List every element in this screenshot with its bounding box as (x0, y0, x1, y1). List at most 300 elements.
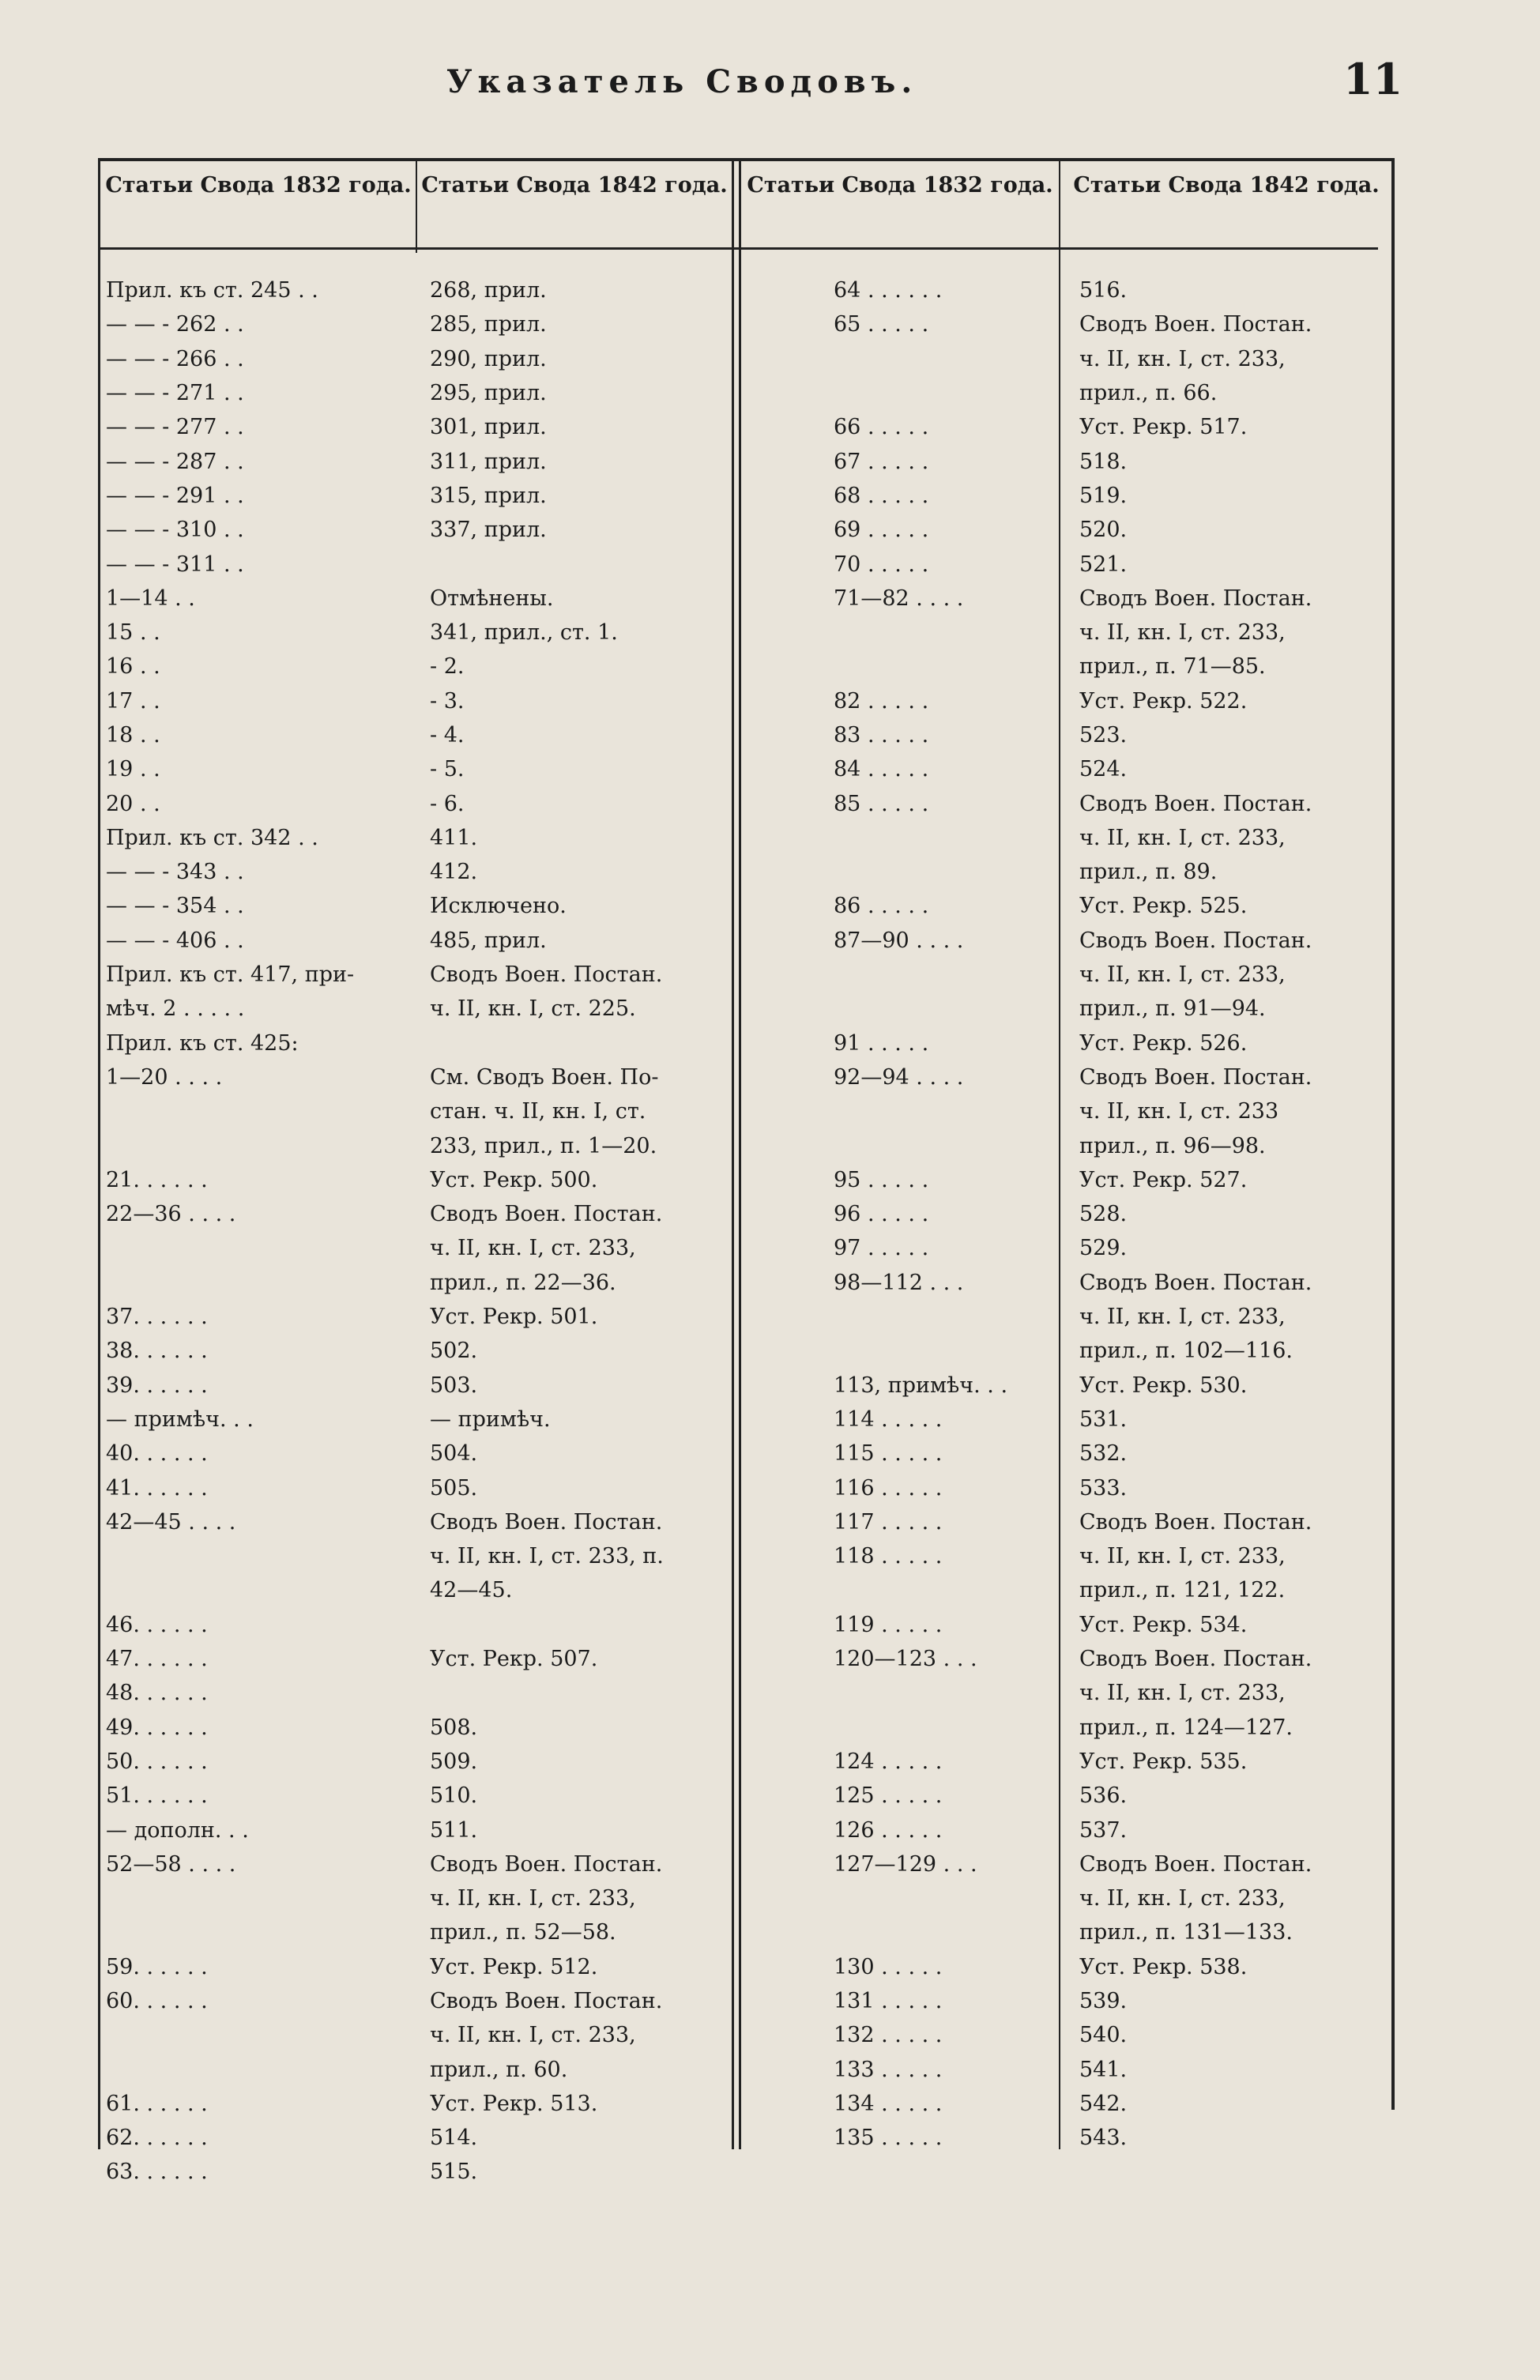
table-row (739, 821, 1391, 855)
article-1832: 97 . . . . . (834, 1236, 929, 1261)
table-row (98, 1471, 732, 1504)
running-title: Указатель Сводовъ. (446, 63, 918, 100)
article-1832: мѣч. 2 . . . . . (106, 996, 245, 1022)
table-row (98, 2018, 732, 2052)
table-row (98, 1745, 732, 1779)
article-1832: 115 . . . . . (834, 1441, 943, 1467)
table-row (739, 1813, 1391, 1847)
table-row (98, 2052, 732, 2086)
article-1842: Уст. Рекр. 522. (1079, 688, 1248, 714)
table-row (739, 1642, 1391, 1676)
table-row (98, 992, 732, 1026)
table-row (98, 1505, 732, 1539)
article-1842: Сводъ Воен. Постан. (430, 1988, 663, 2013)
article-1832: 98—112 . . . (834, 1270, 964, 1295)
article-1842: Отмѣнены. (430, 586, 554, 611)
column-header: Статьи Свода 1832 года. (105, 173, 412, 198)
article-1842: ч. II, кн. I, ст. 233, (1079, 962, 1286, 988)
table-row (98, 1881, 732, 1915)
table-row (98, 1573, 732, 1607)
article-1842: 520. (1079, 518, 1128, 543)
article-1842: прил., п. 22—36. (430, 1270, 616, 1295)
article-1842: 518. (1079, 449, 1128, 474)
article-1842: 533. (1079, 1475, 1128, 1501)
article-1832: 69 . . . . . (834, 518, 929, 543)
article-1832: 133 . . . . . (834, 2057, 943, 2082)
article-1842: прил., п. 89. (1079, 860, 1218, 885)
article-1842: стан. ч. II, кн. I, ст. (430, 1099, 646, 1124)
article-1842: 531. (1079, 1407, 1128, 1432)
article-1842: ч. II, кн. I, ст. 233, (430, 1886, 636, 1911)
article-1832: 118 . . . . . (834, 1544, 943, 1569)
article-1842: Сводъ Воен. Постан. (1079, 1509, 1312, 1535)
article-1832: 21. . . . . . (106, 1167, 208, 1192)
article-1842: Уст. Рекр. 535. (1079, 1749, 1248, 1774)
table-row (739, 1539, 1391, 1573)
table-row (98, 650, 732, 683)
article-1842: Сводъ Воен. Постан. (1079, 1270, 1312, 1295)
article-1842: ч. II, кн. I, ст. 233, п. (430, 1544, 664, 1569)
article-1832: 124 . . . . . (834, 1749, 943, 1774)
article-1842: Сводъ Воен. Постан. (430, 1202, 663, 1227)
article-1832: 59. . . . . . (106, 1954, 208, 1979)
article-1842: Уст. Рекр. 525. (1079, 894, 1248, 919)
table-row (739, 1676, 1391, 1710)
article-1842: прил., п. 66. (1079, 381, 1218, 406)
article-1842: 42—45. (430, 1578, 513, 1603)
article-1832: 20 . . (106, 791, 160, 816)
article-1842: 341, прил., ст. 1. (430, 620, 618, 646)
article-1842: Уст. Рекр. 527. (1079, 1167, 1248, 1192)
article-1832: 82 . . . . . (834, 688, 929, 714)
table-row (739, 1334, 1391, 1368)
article-1842: Сводъ Воен. Постан. (1079, 1851, 1312, 1877)
article-1832: 120—123 . . . (834, 1647, 977, 1672)
table-row (98, 444, 732, 478)
article-1832: — — - 262 . . (106, 312, 244, 337)
table-row (739, 616, 1391, 650)
article-1832: 48. . . . . . (106, 1681, 208, 1706)
article-1842: Сводъ Воен. Постан. (1079, 312, 1312, 337)
table-row (98, 376, 732, 410)
table-row (739, 718, 1391, 752)
concordance-table (98, 158, 1394, 2185)
article-1842: Уст. Рекр. 500. (430, 1167, 598, 1192)
table-row (98, 1197, 732, 1231)
table-row (739, 650, 1391, 683)
table-row (739, 752, 1391, 786)
article-1842: прил., п. 96—98. (1079, 1133, 1266, 1158)
article-1832: 47. . . . . . (106, 1647, 208, 1672)
right-column-pair (739, 273, 1391, 2155)
article-1842: 515. (430, 2160, 478, 2185)
article-1842: ч. II, кн. I, ст. 233, (1079, 1681, 1286, 1706)
article-1842: 541. (1079, 2057, 1128, 2082)
article-1842: 519. (1079, 483, 1128, 508)
table-row (739, 307, 1391, 341)
table-row (98, 1369, 732, 1403)
table-row (98, 821, 732, 855)
article-1832: 113, примѣч. . . (834, 1373, 1008, 1398)
article-1832: — — - 287 . . (106, 449, 244, 474)
article-1842: прил., п. 102—116. (1079, 1339, 1293, 1364)
table-row (98, 2121, 732, 2155)
table-row (739, 273, 1391, 307)
table-row (739, 1163, 1391, 1197)
article-1832: — — - 271 . . (106, 381, 244, 406)
table-row (98, 1710, 732, 1744)
article-1842: - 3. (430, 688, 465, 714)
article-1842: Сводъ Воен. Постан. (1079, 1064, 1312, 1090)
article-1832: Прил. къ ст. 342 . . (106, 825, 318, 850)
table-row (739, 1026, 1391, 1060)
article-1842: прил., п. 91—94. (1079, 996, 1266, 1022)
table-row (98, 1266, 732, 1300)
article-1832: 64 . . . . . . (834, 278, 943, 303)
table-row (739, 992, 1391, 1026)
article-1832: 92—94 . . . . (834, 1064, 964, 1090)
table-row (739, 786, 1391, 820)
article-1832: 42—45 . . . . (106, 1509, 236, 1535)
article-1832: 134 . . . . . (834, 2091, 943, 2116)
table-row (98, 582, 732, 616)
article-1842: См. Сводъ Воен. По- (430, 1064, 659, 1090)
article-1842: 532. (1079, 1441, 1128, 1467)
article-1832: 16 . . (106, 654, 160, 680)
article-1832: 37. . . . . . (106, 1305, 208, 1330)
article-1842: 502. (430, 1339, 478, 1364)
table-row (98, 1608, 732, 1642)
article-1842: 540. (1079, 2023, 1128, 2048)
article-1842: 528. (1079, 1202, 1128, 1227)
table-row (739, 582, 1391, 616)
article-1832: 46. . . . . . (106, 1612, 208, 1637)
table-row (739, 1779, 1391, 1813)
article-1842: Сводъ Воен. Постан. (1079, 586, 1312, 611)
article-1832: 125 . . . . . (834, 1783, 943, 1809)
article-1832: 116 . . . . . (834, 1475, 943, 1501)
table-right-border (1391, 158, 1395, 2110)
article-1842: Исключено. (430, 894, 567, 919)
article-1832: 127—129 . . . (834, 1851, 977, 1877)
article-1832: 83 . . . . . (834, 723, 929, 748)
column-header: Статьи Свода 1842 года. (421, 173, 728, 198)
article-1842: ч. II, кн. I, ст. 233, (1079, 1544, 1286, 1569)
article-1842: 503. (430, 1373, 478, 1398)
table-row (98, 1094, 732, 1128)
table-row (98, 889, 732, 923)
table-row (98, 479, 732, 513)
table-row (98, 684, 732, 718)
article-1832: 68 . . . . . (834, 483, 929, 508)
table-row (739, 1437, 1391, 1471)
table-row (98, 786, 732, 820)
article-1842: 268, прил. (430, 278, 547, 303)
article-1842: - 5. (430, 757, 465, 782)
article-1842: 537. (1079, 1817, 1128, 1843)
article-1832: 66 . . . . . (834, 415, 929, 440)
article-1842: 542. (1079, 2091, 1128, 2116)
article-1832: 87—90 . . . . (834, 928, 964, 953)
table-row (739, 2087, 1391, 2121)
article-1842: 285, прил. (430, 312, 547, 337)
article-1842: прил., п. 131—133. (1079, 1920, 1293, 1945)
article-1842: ч. II, кн. I, ст. 233, (1079, 346, 1286, 371)
article-1832: 38. . . . . . (106, 1339, 208, 1364)
article-1842: ч. II, кн. I, ст. 233, (430, 1236, 636, 1261)
article-1832: 70 . . . . . (834, 552, 929, 577)
article-1832: 51. . . . . . (106, 1783, 208, 1809)
article-1832: — — - 310 . . (106, 518, 244, 543)
table-row (98, 1539, 732, 1573)
table-row (739, 958, 1391, 992)
article-1842: - 4. (430, 723, 465, 748)
table-row (739, 1608, 1391, 1642)
article-1832: Прил. къ ст. 425: (106, 1030, 299, 1056)
table-row (98, 307, 732, 341)
table-row (98, 752, 732, 786)
table-row (98, 855, 732, 889)
article-1842: Сводъ Воен. Постан. (1079, 928, 1312, 953)
article-1832: — дополн. . . (106, 1817, 249, 1843)
article-1842: 311, прил. (430, 449, 547, 474)
article-1842: Уст. Рекр. 526. (1079, 1030, 1248, 1056)
table-row (98, 1231, 732, 1265)
article-1832: 85 . . . . . (834, 791, 929, 816)
table-row (98, 273, 732, 307)
article-1832: — — - 277 . . (106, 415, 244, 440)
article-1842: Уст. Рекр. 512. (430, 1954, 598, 1979)
table-row (739, 410, 1391, 444)
article-1832: — — - 354 . . (106, 894, 244, 919)
center-divider (732, 158, 734, 2149)
article-1832: 86 . . . . . (834, 894, 929, 919)
article-1842: ч. II, кн. I, ст. 225. (430, 996, 636, 1022)
table-row (739, 444, 1391, 478)
table-row (739, 1094, 1391, 1128)
article-1832: 1—14 . . (106, 586, 195, 611)
table-row (739, 2018, 1391, 2052)
article-1842: 536. (1079, 1783, 1128, 1809)
table-row (739, 1403, 1391, 1437)
table-row (739, 1060, 1391, 1094)
article-1842: 523. (1079, 723, 1128, 748)
table-row (98, 1334, 732, 1368)
left-column-pair (98, 273, 732, 2190)
article-1842: Уст. Рекр. 538. (1079, 1954, 1248, 1979)
table-row (98, 1915, 732, 1949)
article-1842: 301, прил. (430, 415, 547, 440)
article-1842: 504. (430, 1441, 478, 1467)
table-row (98, 1950, 732, 1984)
article-1842: Уст. Рекр. 507. (430, 1647, 598, 1672)
article-1842: — примѣч. (430, 1407, 551, 1432)
article-1832: 132 . . . . . (834, 2023, 943, 2048)
article-1832: 15 . . (106, 620, 160, 646)
article-1842: Уст. Рекр. 513. (430, 2091, 598, 2116)
table-row (98, 1847, 732, 1881)
article-1832: — — - 311 . . (106, 552, 244, 577)
article-1832: — — - 343 . . (106, 860, 244, 885)
article-1842: 529. (1079, 1236, 1128, 1261)
column-header: Статьи Свода 1832 года. (747, 173, 1053, 198)
article-1832: 96 . . . . . (834, 1202, 929, 1227)
article-1842: 511. (430, 1817, 478, 1843)
article-1832: 84 . . . . . (834, 757, 929, 782)
article-1842: 508. (430, 1715, 478, 1740)
article-1842: ч. II, кн. I, ст. 233, (430, 2023, 636, 2048)
article-1832: 1—20 . . . . (106, 1064, 223, 1090)
article-1832: Прил. къ ст. 245 . . (106, 278, 318, 303)
table-row (98, 1676, 732, 1710)
article-1842: Уст. Рекр. 534. (1079, 1612, 1248, 1637)
table-row (98, 1642, 732, 1676)
table-row (739, 1950, 1391, 1984)
table-row (98, 958, 732, 992)
table-row (739, 1266, 1391, 1300)
article-1842: 290, прил. (430, 346, 547, 371)
article-1842: 505. (430, 1475, 478, 1501)
article-1842: 514. (430, 2126, 478, 2151)
article-1832: 18 . . (106, 723, 160, 748)
article-1832: 49. . . . . . (106, 1715, 208, 1740)
article-1842: 233, прил., п. 1—20. (430, 1133, 657, 1158)
table-row (98, 1437, 732, 1471)
article-1842: Сводъ Воен. Постан. (430, 962, 663, 988)
article-1832: 39. . . . . . (106, 1373, 208, 1398)
table-row (98, 1163, 732, 1197)
article-1832: — примѣч. . . (106, 1407, 254, 1432)
table-row (739, 1128, 1391, 1162)
column-header: Статьи Свода 1842 года. (1073, 173, 1380, 198)
table-row (739, 479, 1391, 513)
article-1832: 61. . . . . . (106, 2091, 208, 2116)
table-row (739, 2121, 1391, 2155)
article-1832: 22—36 . . . . (106, 1202, 236, 1227)
article-1842: прил., п. 124—127. (1079, 1715, 1293, 1740)
table-row (98, 547, 732, 581)
article-1832: 135 . . . . . (834, 2126, 943, 2151)
article-1832: 130 . . . . . (834, 1954, 943, 1979)
article-1832: 40. . . . . . (106, 1441, 208, 1467)
table-row (739, 889, 1391, 923)
table-row (98, 410, 732, 444)
article-1842: 516. (1079, 278, 1128, 303)
article-1842: 539. (1079, 1988, 1128, 2013)
table-row (98, 1779, 732, 1813)
table-row (739, 1745, 1391, 1779)
article-1832: 63. . . . . . (106, 2160, 208, 2185)
article-1842: 412. (430, 860, 478, 885)
table-row (739, 684, 1391, 718)
table-row (739, 1471, 1391, 1504)
article-1842: 521. (1079, 552, 1128, 577)
table-row (739, 2052, 1391, 2086)
article-1832: — — - 291 . . (106, 483, 244, 508)
article-1832: 71—82 . . . . (834, 586, 964, 611)
table-row (98, 513, 732, 547)
table-row (739, 1847, 1391, 1881)
table-row (739, 1505, 1391, 1539)
column-divider (416, 158, 417, 253)
table-row (98, 342, 732, 376)
article-1842: ч. II, кн. I, ст. 233, (1079, 1886, 1286, 1911)
table-row (739, 1573, 1391, 1607)
article-1842: 337, прил. (430, 518, 547, 543)
table-row (98, 1403, 732, 1437)
article-1842: ч. II, кн. I, ст. 233 (1079, 1099, 1279, 1124)
table-row (739, 1197, 1391, 1231)
article-1832: 19 . . (106, 757, 160, 782)
table-row (98, 1060, 732, 1094)
table-row (739, 1881, 1391, 1915)
article-1842: - 2. (430, 654, 465, 680)
table-row (739, 1300, 1391, 1334)
article-1842: - 6. (430, 791, 465, 816)
table-row (98, 1128, 732, 1162)
article-1842: Сводъ Воен. Постан. (1079, 1647, 1312, 1672)
article-1832: 67 . . . . . (834, 449, 929, 474)
article-1842: прил., п. 121, 122. (1079, 1578, 1286, 1603)
article-1832: 60. . . . . . (106, 1988, 208, 2013)
table-row (739, 342, 1391, 376)
article-1832: 114 . . . . . (834, 1407, 943, 1432)
article-1842: Сводъ Воен. Постан. (430, 1851, 663, 1877)
article-1832: 17 . . (106, 688, 160, 714)
article-1842: 315, прил. (430, 483, 547, 508)
table-row (98, 1026, 732, 1060)
article-1832: 126 . . . . . (834, 1817, 943, 1843)
page-number: 11 (1343, 54, 1403, 104)
article-1842: 543. (1079, 2126, 1128, 2151)
article-1842: ч. II, кн. I, ст. 233, (1079, 620, 1286, 646)
article-1842: 510. (430, 1783, 478, 1809)
table-row (739, 1984, 1391, 2018)
table-row (739, 513, 1391, 547)
article-1832: 131 . . . . . (834, 1988, 943, 2013)
table-row (739, 1915, 1391, 1949)
table-row (98, 616, 732, 650)
article-1842: Сводъ Воен. Постан. (1079, 791, 1312, 816)
article-1832: — — - 406 . . (106, 928, 244, 953)
article-1832: 119 . . . . . (834, 1612, 943, 1637)
article-1832: 91 . . . . . (834, 1030, 929, 1056)
table-row (739, 1710, 1391, 1744)
table-row (739, 1369, 1391, 1403)
article-1842: Сводъ Воен. Постан. (430, 1509, 663, 1535)
article-1832: 41. . . . . . (106, 1475, 208, 1501)
article-1832: — — - 266 . . (106, 346, 244, 371)
article-1832: 95 . . . . . (834, 1167, 929, 1192)
article-1832: 50. . . . . . (106, 1749, 208, 1774)
table-row (739, 924, 1391, 958)
table-row (98, 718, 732, 752)
table-row (739, 855, 1391, 889)
article-1832: 117 . . . . . (834, 1509, 943, 1535)
table-row (739, 376, 1391, 410)
article-1832: 65 . . . . . (834, 312, 929, 337)
table-row (739, 1231, 1391, 1265)
page-header (0, 54, 1540, 111)
table-row (98, 1984, 732, 2018)
table-row (98, 1813, 732, 1847)
article-1842: ч. II, кн. I, ст. 233, (1079, 1305, 1286, 1330)
article-1842: 411. (430, 825, 478, 850)
article-1842: 485, прил. (430, 928, 547, 953)
table-row (739, 547, 1391, 581)
table-top-rule (98, 158, 1394, 161)
article-1842: ч. II, кн. I, ст. 233, (1079, 825, 1286, 850)
